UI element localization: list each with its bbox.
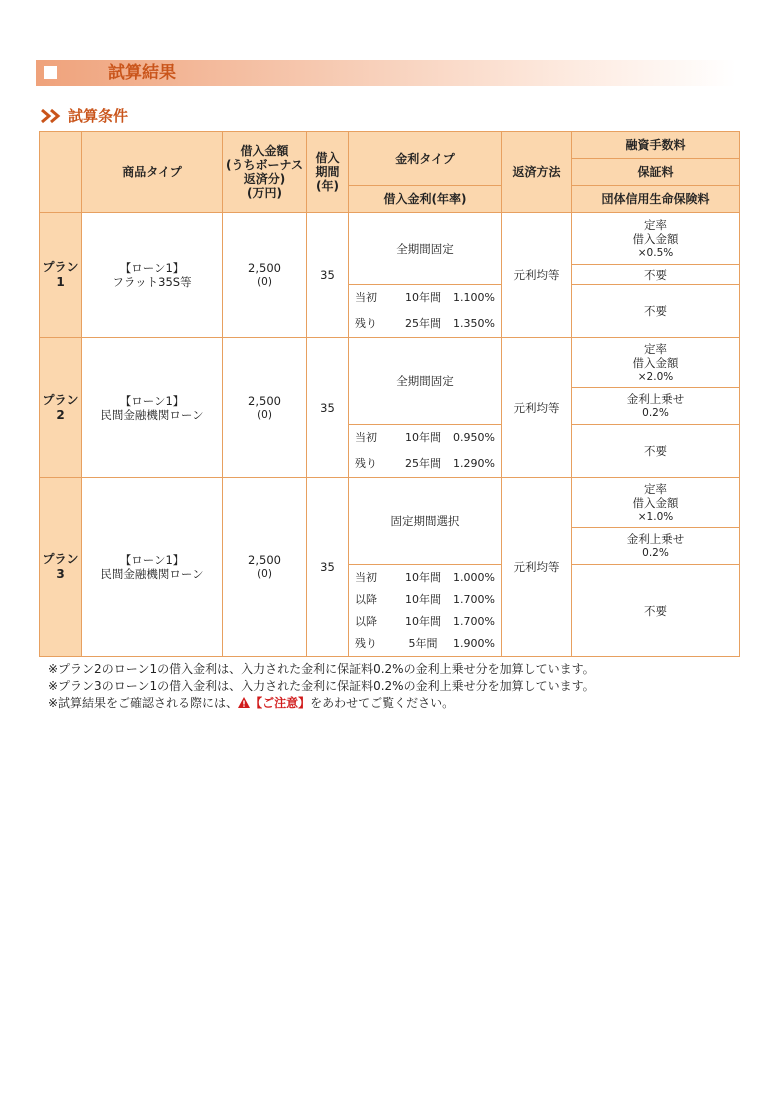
header-guarantee: 保証料	[572, 159, 740, 186]
period-cell: 35	[307, 478, 349, 657]
caution-link[interactable]: 【ご注意】	[250, 696, 311, 710]
rate-row: 残り 25年間 1.290%	[355, 457, 495, 470]
rate-cell	[349, 565, 502, 657]
simulation-table	[39, 131, 740, 657]
rate-cell	[349, 425, 502, 478]
amount-cell: 2,500 (0)	[223, 478, 307, 657]
header-plan	[40, 132, 82, 213]
header-loan-amount: 借入金額 (うちボーナス 返済分) (万円)	[223, 132, 307, 213]
rate-row: 当初 10年間 0.950%	[355, 431, 495, 444]
rate-type-cell: 固定期間選択	[349, 478, 502, 565]
header-insurance: 団体信用生命保険料	[572, 186, 740, 213]
product-cell: 【ローン1】 フラット35S等	[82, 213, 223, 338]
header-rate-type: 金利タイプ	[349, 132, 502, 186]
insurance-cell: 不要	[572, 565, 740, 657]
sub-title: 試算条件	[68, 107, 129, 125]
plan-label: プラン 3	[40, 478, 82, 657]
rate-type-cell: 全期間固定	[349, 213, 502, 285]
plan-label: プラン 2	[40, 338, 82, 478]
fee-cell: 定率 借入金額 ×2.0%	[572, 338, 740, 388]
repay-cell: 元利均等	[502, 478, 572, 657]
section-title: 試算結果	[108, 63, 176, 83]
warning-icon	[238, 697, 250, 708]
repay-cell: 元利均等	[502, 213, 572, 338]
guarantee-cell: 金利上乗せ 0.2%	[572, 528, 740, 565]
repay-cell: 元利均等	[502, 338, 572, 478]
rate-cell	[349, 285, 502, 338]
section-header	[36, 60, 736, 86]
double-chevron-icon	[40, 108, 62, 124]
header-repay-method: 返済方法	[502, 132, 572, 213]
product-cell: 【ローン1】 民間金融機関ローン	[82, 478, 223, 657]
note-line: ※プラン2のローン1の借入金利は、入力された金利に保証料0.2%の金利上乗せ分を加算しています。	[48, 662, 595, 676]
header-fee: 融資手数料	[572, 132, 740, 159]
note-line	[48, 695, 595, 712]
note-text: をあわせてご覧ください。	[310, 696, 455, 710]
amount-cell: 2,500 (0)	[223, 338, 307, 478]
plan-label: プラン 1	[40, 213, 82, 338]
insurance-cell: 不要	[572, 425, 740, 478]
guarantee-cell: 金利上乗せ 0.2%	[572, 388, 740, 425]
insurance-cell: 不要	[572, 285, 740, 338]
square-icon	[44, 66, 57, 79]
rate-row: 以降 10年間 1.700%	[355, 614, 495, 628]
rate-row: 残り 5年間 1.900%	[355, 636, 495, 650]
rate-row: 当初 10年間 1.100%	[355, 291, 495, 304]
header-rate: 借入金利(年率)	[349, 186, 502, 213]
fee-cell: 定率 借入金額 ×1.0%	[572, 478, 740, 528]
rate-row: 当初 10年間 1.000%	[355, 570, 495, 584]
rate-row: 以降 10年間 1.700%	[355, 592, 495, 606]
product-cell: 【ローン1】 民間金融機関ローン	[82, 338, 223, 478]
note-line: ※プラン3のローン1の借入金利は、入力された金利に保証料0.2%の金利上乗せ分を加算しています。	[48, 679, 595, 693]
note-text: ※試算結果をご確認される際には、	[48, 696, 239, 710]
notes	[48, 661, 595, 712]
rate-type-cell: 全期間固定	[349, 338, 502, 425]
guarantee-cell: 不要	[572, 265, 740, 285]
amount-cell: 2,500 (0)	[223, 213, 307, 338]
header-period: 借入 期間 (年)	[307, 132, 349, 213]
header-product-type: 商品タイプ	[82, 132, 223, 213]
period-cell: 35	[307, 213, 349, 338]
rate-row: 残り 25年間 1.350%	[355, 317, 495, 330]
period-cell: 35	[307, 338, 349, 478]
fee-cell: 定率 借入金額 ×0.5%	[572, 213, 740, 265]
